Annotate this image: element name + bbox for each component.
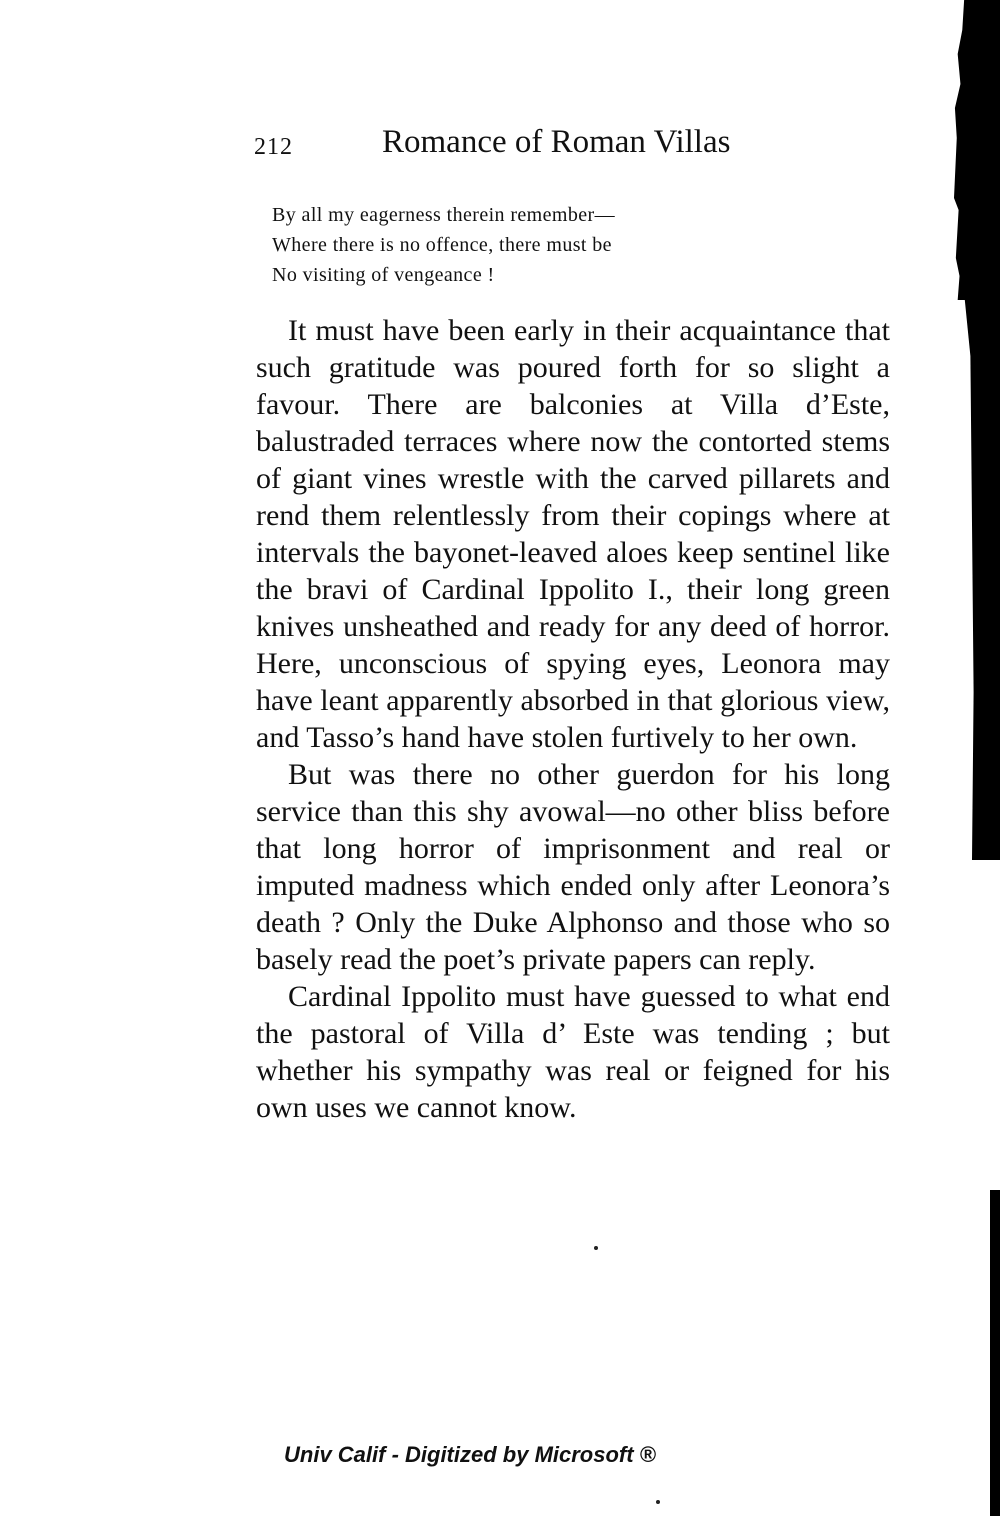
verse-quote <box>272 200 792 290</box>
verse-line: No visiting of vengeance ! <box>272 264 495 286</box>
scan-edge-artifact <box>990 1190 1000 1516</box>
page-header <box>254 124 814 174</box>
verse-line: By all my eagerness therein remember— <box>272 204 616 226</box>
scan-speck <box>656 1500 660 1504</box>
scan-speck <box>594 1246 598 1250</box>
paragraph: But was there no other guerdon for his long service than this shy avowal—no other bliss before that long horror of imprisonment and real or imputed madness which ended only after Leonora’s death ? Only the Duke Alphonso and those who so basely read the poet’s private papers can reply. <box>256 758 890 976</box>
paragraph: Cardinal Ippolito must have guessed to what end the pastoral of Villa d’ Este was tending ; but whether his sympathy was real or feigned for his own uses we cannot know. <box>256 980 890 1124</box>
running-title: Romance of Roman Villas <box>382 124 731 160</box>
page-number: 212 <box>254 134 293 160</box>
body-text <box>256 312 890 1126</box>
digitization-watermark: Univ Calif - Digitized by Microsoft ® <box>284 1442 656 1467</box>
scan-edge-artifact <box>960 300 1000 860</box>
verse-line: Where there is no offence, there must be <box>272 234 612 256</box>
paragraph: It must have been early in their acquaintance that such gratitude was poured forth for so slight a favour. There are balconies at Villa d’Este, balustraded terraces where now the contorted stems of giant vines wrestle with the carved pillarets and rend them relentlessly from their copings where at intervals the bayonet-leaved aloes keep sentinel like the bravi of Cardinal Ippolito I., their long green knives unsheathed and ready for any deed of horror. Here, unconscious of spying eyes, Leonora may have leant apparently absorbed in that glorious view, and Tasso’s hand have stolen furtively to her own. <box>256 314 890 754</box>
scan-edge-artifact <box>954 0 1000 300</box>
